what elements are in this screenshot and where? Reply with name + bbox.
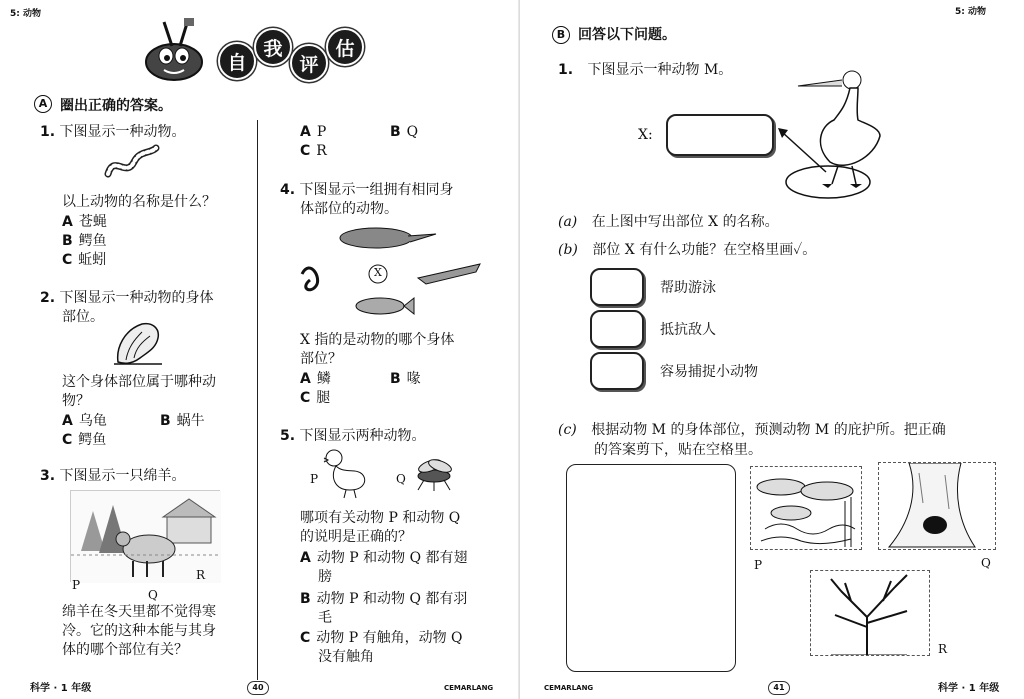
choice-box-catch[interactable] [590,352,644,390]
section-a-title: 圈出正确的答案。 [60,98,172,114]
chapter-header: 5: 动物 [955,7,986,17]
q4-x-label: X [374,266,382,279]
part-a: (a) 在上图中写出部位 X 的名称。 [558,214,779,230]
chapter-header: 5: 动物 [10,9,41,19]
q3-label-r: R [196,568,206,582]
q1-number: 1. [40,124,56,140]
right-page [520,0,1024,699]
q4-option-c[interactable]: C 腿 [300,390,331,406]
fly-image [406,456,462,492]
q5-stem: 5. 下图显示两种动物。 [280,428,426,444]
part-c-line1: (c) 根据动物 M 的身体部位，预测动物 M 的庇护所。把正确 [558,422,946,438]
b-q1-stem: 1. 下图显示一种动物 M。 [558,62,733,78]
q4-stem: 4. 下图显示一组拥有相同身 [280,182,454,198]
q4-subquestion-line2: 部位？ [300,351,342,367]
part-c-line2: 的答案剪下，贴在空格里。 [594,442,762,458]
publisher-logo: CEMARLANG [444,684,494,692]
q2-option-b[interactable]: B 蜗牛 [160,413,205,429]
choice-catch-label: 容易捕捉小动物 [660,364,758,380]
duck-image [322,446,372,502]
choice-box-defend[interactable] [590,310,644,348]
choice-box-swim[interactable] [590,268,644,306]
q2-stem: 2. 下图显示一种动物的身体 [40,290,214,306]
shelter-label-q: Q [981,556,991,570]
q1-text: 下图显示一种动物。 [59,124,186,140]
column-divider [257,120,258,680]
q3-option-a[interactable]: A P [300,124,327,140]
q3-stem: 3. 下图显示一只绵羊。 [40,468,186,484]
paste-answer-box[interactable] [566,464,736,672]
q3-subquestion-line2: 冷。它的这种本能与其身 [62,623,216,639]
part-b: (b) 部位 X 有什么功能？在空格里画✓。 [558,242,817,258]
title-char-2: 我 [254,28,292,66]
q2-option-a[interactable]: A 乌龟 [62,413,107,429]
choice-swim-label: 帮助游泳 [660,280,716,296]
q2-subquestion-line2: 物？ [62,393,90,409]
q3-option-c[interactable]: C R [300,143,327,159]
q4-option-b[interactable]: B 喙 [390,371,421,387]
page-number: 41 [768,681,790,695]
q5-option-a[interactable]: A 动物 P 和动物 Q 都有翅 [300,550,468,566]
q5-option-c[interactable]: C 动物 P 有触角，动物 Q [300,630,463,646]
q3-label-q: Q [148,588,158,602]
shelter-option-tree[interactable] [810,570,930,656]
q3-label-p: P [72,578,81,592]
q3-option-b[interactable]: B Q [390,124,419,140]
shelter-label-p: P [754,558,763,572]
page-number: 40 [247,681,269,695]
q1-option-c[interactable]: C 蚯蚓 [62,252,107,268]
q5-label-p: P [310,472,319,486]
mascot-illustration [136,16,216,86]
x-answer-box[interactable] [666,114,774,156]
q2-stem-line2: 部位。 [62,309,104,325]
goose-image [770,66,888,200]
q1-option-b[interactable]: B 鳄鱼 [62,233,107,249]
x-label: X: [638,127,653,143]
q2-subquestion-line1: 这个身体部位属于哪种动 [62,374,216,390]
animals-group-image [296,218,486,324]
section-b-title: 回答以下问题。 [578,27,676,43]
publisher-logo: CEMARLANG [544,684,594,692]
section-b-badge: B [552,26,570,44]
q3-subquestion-line3: 体的哪个部位有关？ [62,642,188,658]
q2-option-c[interactable]: C 鳄鱼 [62,432,107,448]
q4-subquestion-line1: X 指的是动物的哪个身体 [300,332,455,348]
shelter-option-tree-hollow[interactable] [878,462,996,550]
title-char-4: 估 [326,28,364,66]
q1-option-a[interactable]: A 苍蝇 [62,214,107,230]
q5-option-c-line2: 没有触角 [318,649,374,665]
q1-stem [40,122,186,142]
shelter-option-pond[interactable] [750,466,862,550]
q5-option-b[interactable]: B 动物 P 和动物 Q 都有羽 [300,591,468,607]
snail-shell-image [112,318,166,368]
earthworm-image [104,140,160,186]
q3-subquestion-line1: 绵羊在冬天里都不觉得寒 [62,604,216,620]
title-char-3: 评 [290,44,328,82]
q5-subquestion-line1: 哪项有关动物 P 和动物 Q [300,510,461,526]
title-char-1: 自 [218,42,256,80]
q1-subquestion: 以上动物的名称是什么？ [62,194,216,210]
footer-subject: 科学 · 1 年级 [30,683,92,694]
section-a-badge: A [34,95,52,113]
footer-subject: 科学 · 1 年级 [938,683,1000,694]
q5-label-q: Q [396,472,406,486]
q5-option-b-line2: 毛 [318,610,332,626]
q4-option-a[interactable]: A 鳞 [300,371,331,387]
q4-stem-line2: 体部位的动物。 [300,201,398,217]
shelter-label-r: R [938,642,948,656]
q5-option-a-line2: 膀 [318,569,332,585]
choice-defend-label: 抵抗敌人 [660,322,716,338]
q5-subquestion-line2: 的说明是正确的？ [300,529,412,545]
